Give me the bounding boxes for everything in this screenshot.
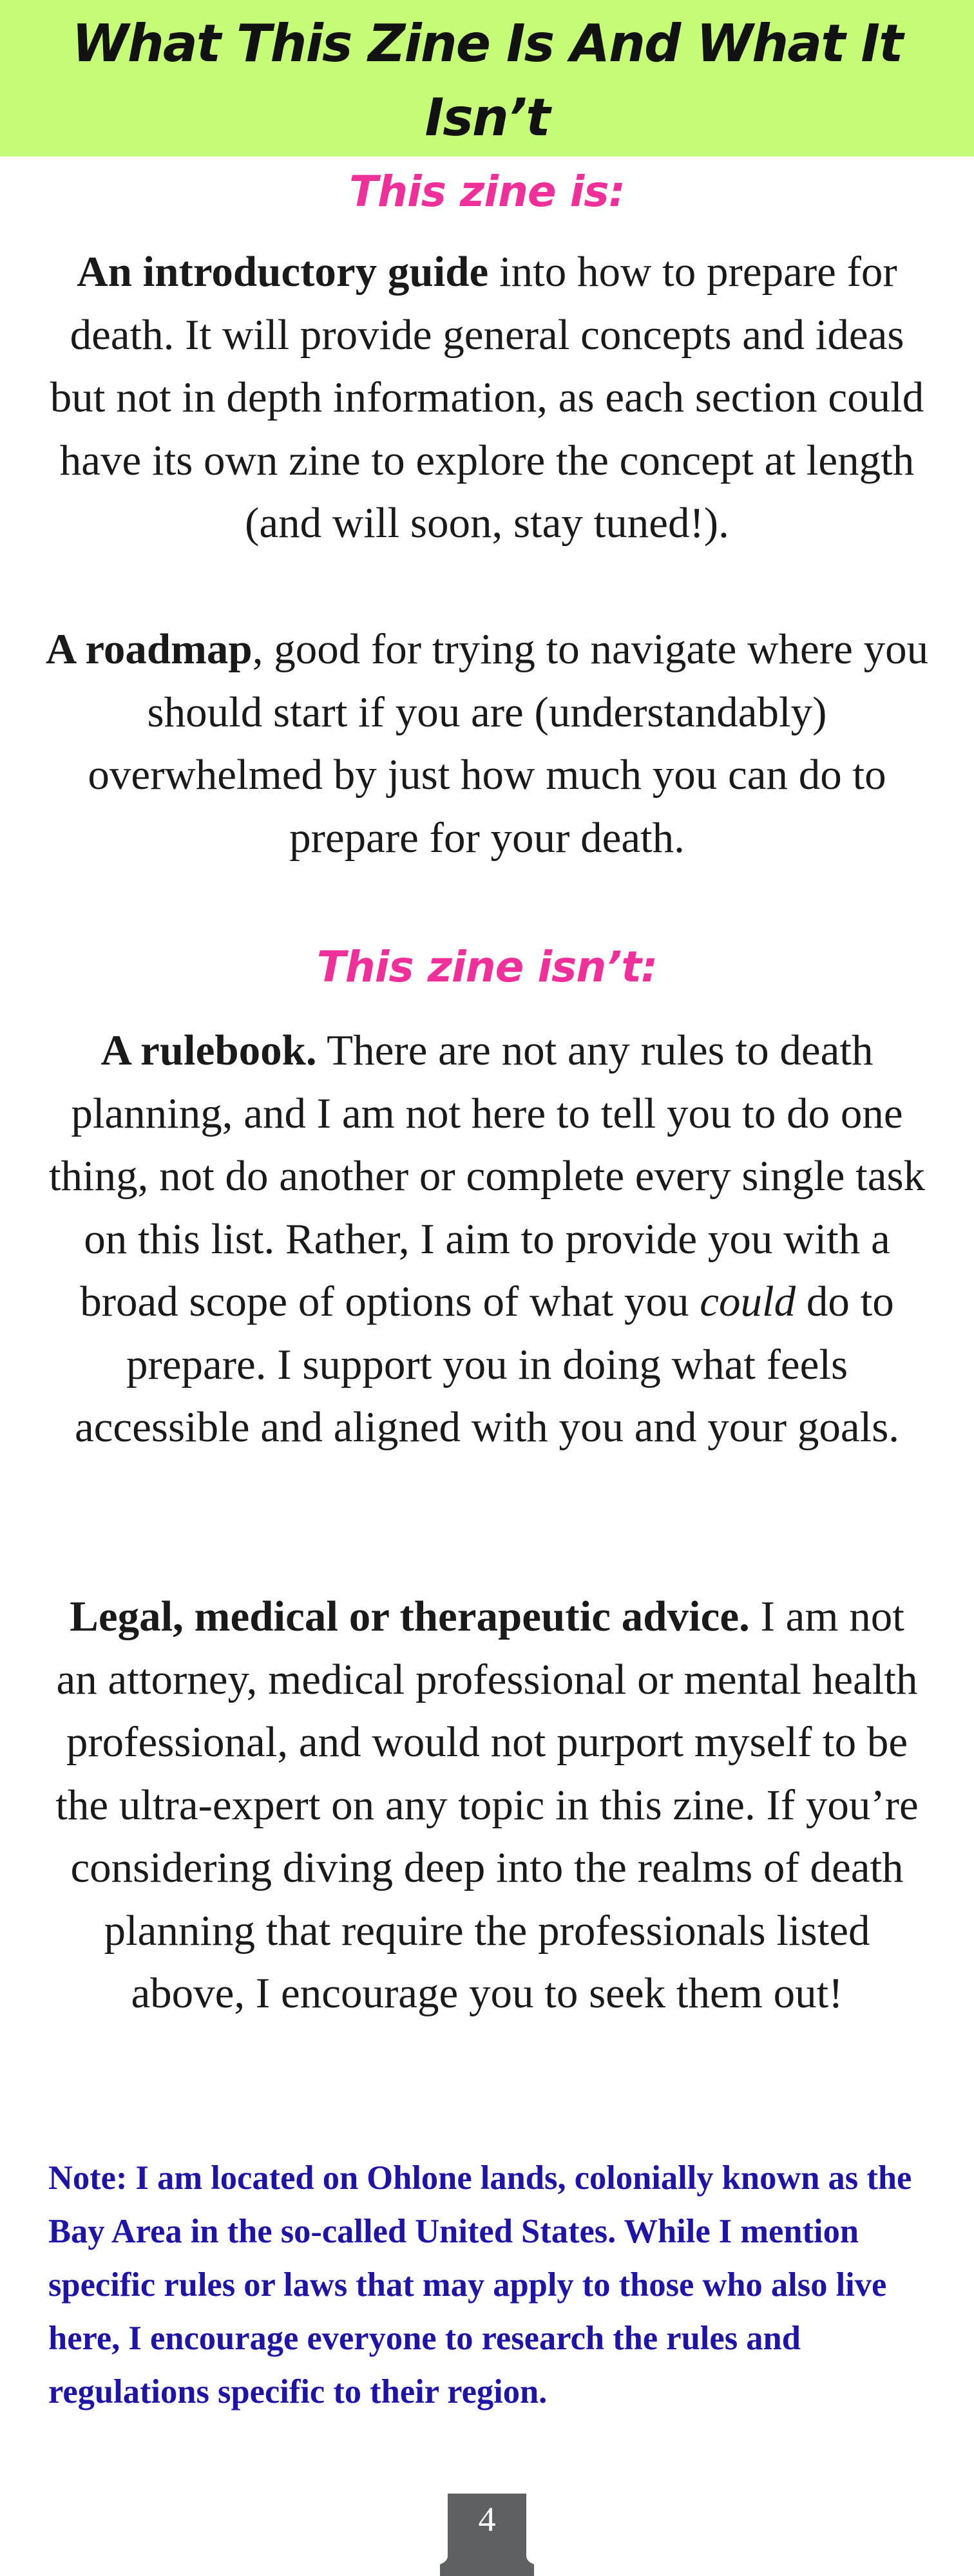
paragraph-lead: An introductory guide [77, 248, 489, 296]
page-title: What This Zine Is And What It Isn’t [72, 14, 902, 147]
paragraph-rulebook [45, 1019, 929, 1459]
paragraph-lead: A rulebook. [100, 1027, 317, 1074]
paragraph-body: into how to prepare for death. It will provide general concepts and ideas but not in depth information, as each section could have its own zine to explore the concept at length (and will soon, stay tuned!). [50, 248, 924, 547]
paragraph-lead: A roadmap [45, 625, 253, 673]
section-heading-is: This zine is: [349, 167, 625, 216]
section-heading-isnt: This zine isn’t: [316, 942, 658, 992]
location-note: Note: I am located on Ohlone lands, colonially known as the Bay Area in the so-called United States. While I mention specific rules or laws that may apply to those who also live here, I encourage everyone to research the rules and regulations specific to their region. [48, 2159, 912, 2410]
paragraph-lead: Legal, medical or therapeutic advice. [70, 1593, 750, 1640]
paragraph-body: , good for trying to navigate where you should start if you are (understandably) overwhelmed by just how much you can do to prepare for your death. [88, 625, 929, 862]
paragraph-introductory-guide [45, 241, 929, 555]
paragraph-advice [45, 1586, 929, 2025]
title-banner [0, 0, 974, 156]
paragraph-emphasis: could [700, 1278, 796, 1325]
page-number: 4 [478, 2500, 496, 2539]
paragraph-body-end: do to prepare. I support you in doing what feels accessible and aligned with you and your goals. [74, 1278, 900, 1451]
page-number-tab [440, 2494, 534, 2576]
paragraph-roadmap [45, 618, 929, 869]
paragraph-body: There are not any rules to death planning, and I am not here to tell you to do one thing, not do another or complete every single task on this list. Rather, I aim to provide you with a broad scope of options of what you [48, 1027, 926, 1325]
paragraph-body: I am not an attorney, medical professional or mental health professional, and would not purport myself to be the ultra-expert on any topic in this zine. If you’re considering diving deep into the realms of death planning that require the professionals listed above, I encourage you to seek them out! [55, 1593, 919, 2017]
